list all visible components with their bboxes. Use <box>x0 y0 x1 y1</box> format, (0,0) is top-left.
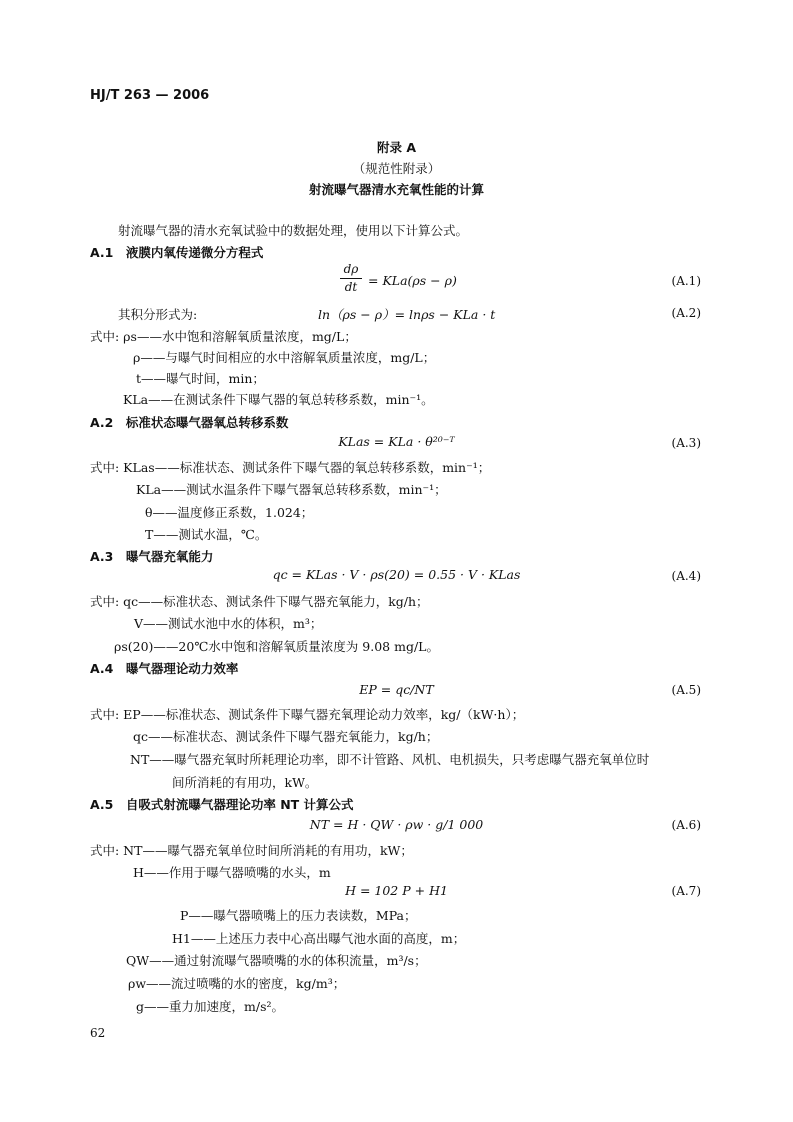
eq-a1-number: (A.1) <box>671 274 701 288</box>
integral-label: 其积分形式为: <box>118 307 198 322</box>
appendix-subtitle: （规范性附录） <box>352 161 441 176</box>
a3-def-1: 式中: qc——标准状态、测试条件下曝气器充氧能力，kg/h； <box>90 594 429 609</box>
a4-def-4: 间所消耗的有用功，kW。 <box>172 775 318 790</box>
eq-a1-numerator: dρ <box>343 262 359 276</box>
a1-def-4: KLa——在测试条件下曝气器的氧总转移系数，min⁻¹。 <box>123 392 434 407</box>
a2-def-2: KLa——测试水温条件下曝气器氧总转移系数，min⁻¹； <box>136 482 447 497</box>
eq-a3: KLas = KLa · θ²⁰⁻ᵀ <box>338 434 455 449</box>
eq-a4-number: (A.4) <box>671 569 701 583</box>
eq-a4: qc = KLas · V · ρs(20) = 0.55 · V · KLas <box>272 567 521 582</box>
document-code: HJ/T 263 — 2006 <box>90 88 210 103</box>
eq-a6: NT = H · QW · ρw · g/1 000 <box>309 817 484 832</box>
eq-a5-number: (A.5) <box>671 683 701 697</box>
section-a1-title: A.1 液膜内氧传递微分方程式 <box>90 245 264 260</box>
a1-def-1: 式中: ρs——水中饱和溶解氧质量浓度，mg/L； <box>90 329 357 344</box>
a2-def-4: T——测试水温，℃。 <box>145 527 268 542</box>
eq-a3-number: (A.3) <box>671 436 701 450</box>
page-number: 62 <box>90 1026 106 1040</box>
eq-a2: ln（ρs − ρ）= lnρs − KLa · t <box>318 307 496 322</box>
section-a5-title: A.5 自吸式射流曝气器理论功率 NT 计算公式 <box>90 797 354 812</box>
a2-def-1: 式中: KLas——标准状态、测试条件下曝气器的氧总转移系数，min⁻¹； <box>90 460 491 475</box>
eq-a7: H = 102 P + H1 <box>345 883 448 898</box>
eq-a1-fraction <box>340 262 362 295</box>
section-a4-title: A.4 曝气器理论动力效率 <box>90 661 239 676</box>
eq-a1-rhs: = KLa(ρs − ρ) <box>368 273 457 288</box>
section-a3-title: A.3 曝气器充氧能力 <box>90 549 214 564</box>
eq-a6-number: (A.6) <box>671 818 701 832</box>
intro-paragraph: 射流曝气器的清水充氧试验中的数据处理，使用以下计算公式。 <box>118 223 469 238</box>
a5-def-6: ρw——流过喷嘴的水的密度，kg/m³； <box>128 976 346 991</box>
a1-def-3: t——曝气时间，min； <box>136 371 265 386</box>
a3-def-3: ρs(20)——20℃水中饱和溶解氧质量浓度为 9.08 mg/L。 <box>114 639 439 654</box>
a5-def-7: g——重力加速度，m/s²。 <box>136 999 284 1014</box>
eq-a5: EP = qc/NT <box>359 682 434 697</box>
a5-def-4: H1——上述压力表中心高出曝气池水面的高度，m； <box>172 931 466 946</box>
appendix-heading: 射流曝气器清水充氧性能的计算 <box>308 182 484 197</box>
section-a2-title: A.2 标准状态曝气器氧总转移系数 <box>90 415 289 430</box>
a4-def-2: qc——标准状态、测试条件下曝气器充氧能力，kg/h； <box>133 729 439 744</box>
a5-def-2: H——作用于曝气器喷嘴的水头，m <box>133 865 331 880</box>
a5-def-5: QW——通过射流曝气器喷嘴的水的体积流量，m³/s； <box>126 953 427 968</box>
a4-def-3: NT——曝气器充氧时所耗理论功率，即不计管路、风机、电机损失，只考虑曝气器充氧单位时 <box>130 752 650 767</box>
eq-a7-number: (A.7) <box>671 884 701 898</box>
a5-def-3: P——曝气器喷嘴上的压力表读数，MPa； <box>180 908 417 923</box>
a4-def-1: 式中: EP——标准状态、测试条件下曝气器充氧理论动力效率，kg/（kW·h）； <box>90 707 525 722</box>
a3-def-2: V——测试水池中水的体积，m³； <box>134 616 323 631</box>
a1-def-2: ρ——与曝气时间相应的水中溶解氧质量浓度，mg/L； <box>133 350 436 365</box>
a2-def-3: θ——温度修正系数，1.024； <box>145 505 314 520</box>
eq-a2-number: (A.2) <box>671 306 701 320</box>
a5-def-1: 式中: NT——曝气器充氧单位时间所消耗的有用功，kW； <box>90 843 413 858</box>
appendix-title: 附录 A <box>376 140 417 155</box>
eq-a1-denominator: dt <box>344 280 358 294</box>
